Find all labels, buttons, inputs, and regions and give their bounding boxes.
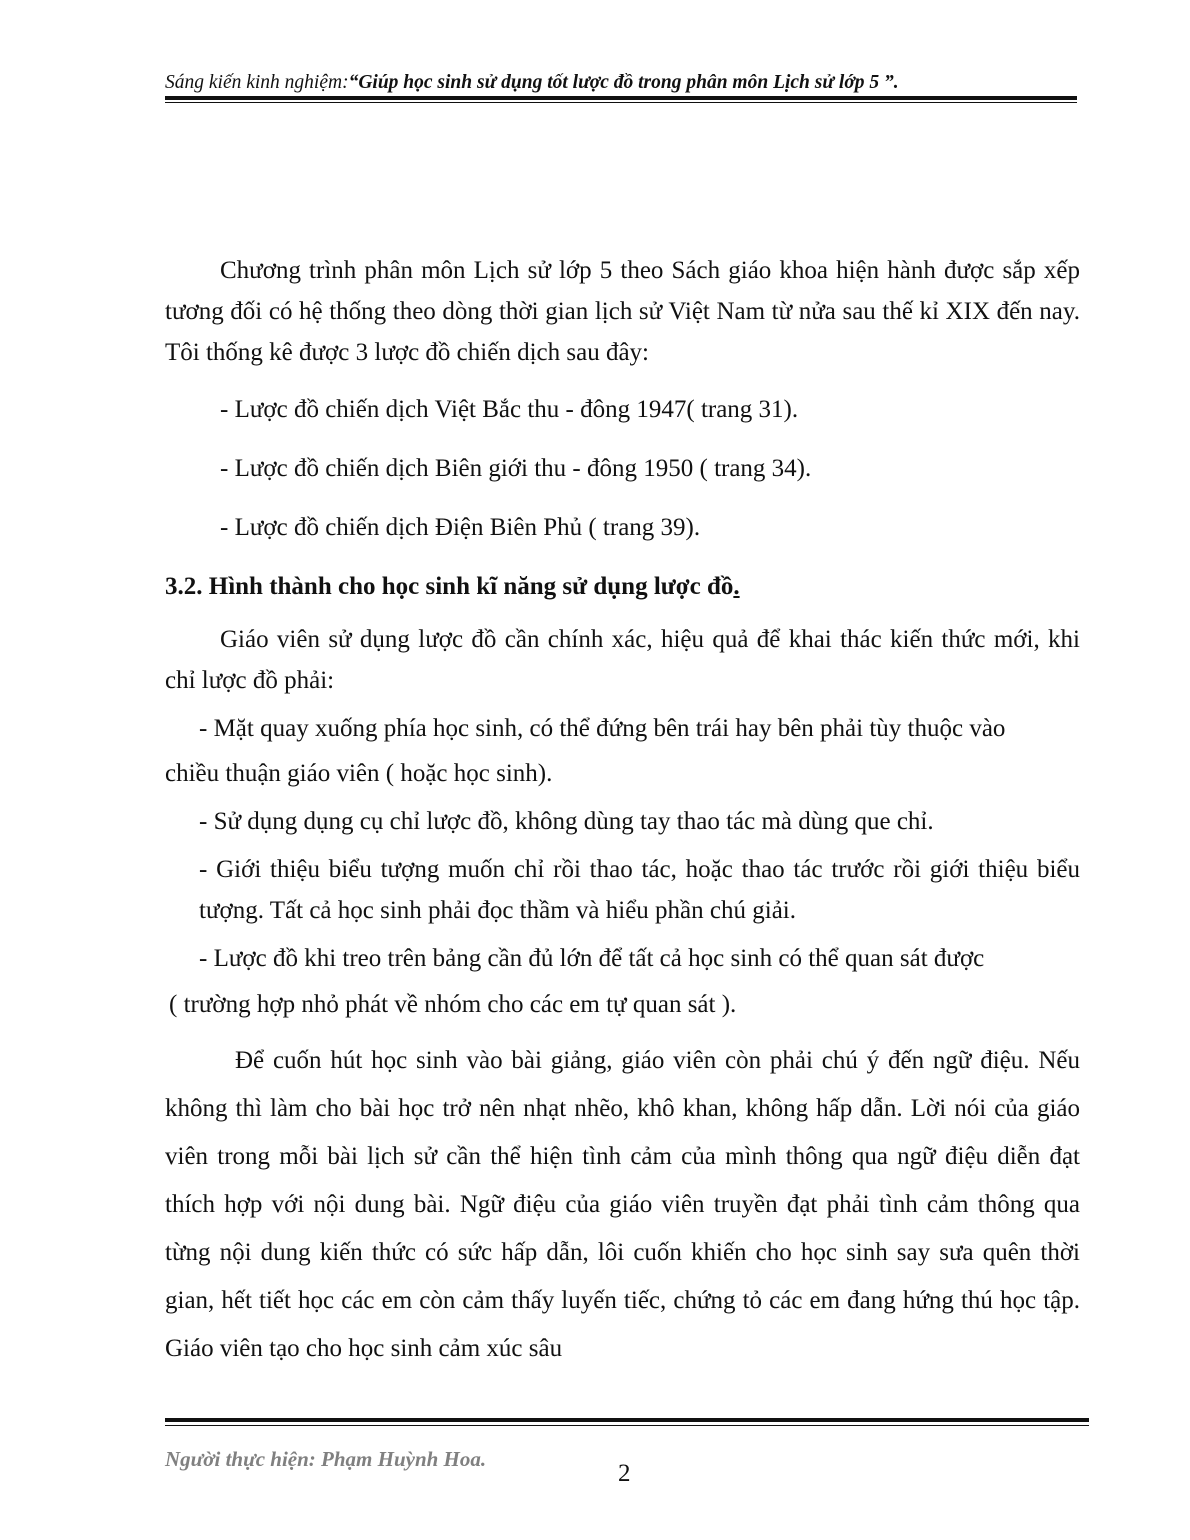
- rule-item-continuation: chiều thuận giáo viên ( hoặc học sinh).: [165, 760, 553, 787]
- page-body: [165, 250, 1080, 1373]
- map-list-item: - Lược đồ chiến dịch Điện Biên Phủ ( trang 39).: [220, 514, 701, 541]
- map-list-item: - Lược đồ chiến dịch Biên giới thu - đông 1950 ( trang 34).: [220, 455, 812, 482]
- page-number: 2: [618, 1460, 631, 1487]
- intro-paragraph: Chương trình phân môn Lịch sử lớp 5 theo Sách giáo khoa hiện hành được sắp xếp tương đối có hệ thống theo dòng thời gian lịch sử Việt Nam từ nửa sau thế kỉ XIX đến nay. Tôi thống kê được 3 lược đồ chiến dịch sau đây:: [165, 257, 1080, 366]
- rule-item: - Lược đồ khi treo trên bảng cần đủ lớn để tất cả học sinh có thể quan sát được: [199, 945, 985, 972]
- footer-divider: [165, 1418, 1089, 1422]
- header-divider: [165, 96, 1077, 100]
- section-heading-text: 3.2. Hình thành cho học sinh kĩ năng sử dụng lược đồ: [165, 573, 734, 600]
- header-prefix: Sáng kiến kinh nghiệm:: [165, 72, 349, 93]
- intonation-paragraph: Để cuốn hút học sinh vào bài giảng, giáo viên còn phải chú ý đến ngữ điệu. Nếu không thì làm cho bài học trở nên nhạt nhẽo, khô khan, không hấp dẫn. Lời nói của giáo viên trong mỗi bài lịch sử cần thể hiện tình cảm của mình thông qua ngữ điệu diễn đạt thích hợp với nội dung bài. Ngữ điệu của giáo viên truyền đạt phải tình cảm thông qua từng nội dung kiến thức có sức hấp dẫn, lôi cuốn khiến cho học sinh say sưa quên thời gian, hết tiết học các em còn cảm thấy luyến tiếc, chứng tỏ các em đang hứng thú học tập. Giáo viên tạo cho học sinh cảm xúc sâu: [165, 1047, 1080, 1362]
- map-list-item: - Lược đồ chiến dịch Việt Bắc thu - đông 1947( trang 31).: [220, 396, 799, 423]
- teacher-intro-paragraph: Giáo viên sử dụng lược đồ cần chính xác, hiệu quả để khai thác kiến thức mới, khi chỉ lược đồ phải:: [165, 626, 1080, 694]
- footer-author: Người thực hiện: Phạm Huỳnh Hoa.: [165, 1447, 487, 1471]
- header-divider-thin: [165, 102, 1077, 103]
- page-header: [165, 72, 1080, 94]
- rule-item: - Giới thiệu biểu tượng muốn chỉ rồi thao tác, hoặc thao tác trước rồi giới thiệu biểu tượng. Tất cả học sinh phải đọc thầm và hiểu phần chú giải.: [199, 856, 1080, 924]
- section-heading: [165, 566, 1080, 607]
- rule-item: - Sử dụng dụng cụ chỉ lược đồ, không dùng tay thao tác mà dùng que chỉ.: [199, 808, 934, 835]
- rule-item-line: - Mặt quay xuống phía học sinh, có thể đứng bên trái hay bên phải tùy thuộc vào: [199, 715, 1006, 742]
- footer-divider-thin: [165, 1425, 1089, 1426]
- section-heading-end: .: [733, 573, 740, 600]
- rule-item-note: ( trường hợp nhỏ phát về nhóm cho các em tự quan sát ).: [169, 991, 737, 1018]
- header-title: “Giúp học sinh sử dụng tốt lược đồ trong phân môn Lịch sử lớp 5 ”.: [348, 72, 899, 93]
